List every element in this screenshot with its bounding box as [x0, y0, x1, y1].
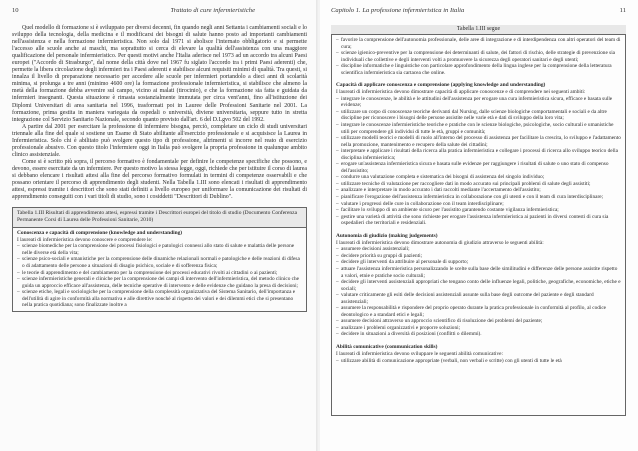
list-item: – erogare un'assistenza infermieristica sicura e basata sulle evidenze per raggiungere i risultati di salute o uno stato di compenso dell'assistito;: [336, 161, 621, 174]
list-item: – scienze psico-sociali e umanistiche per la comprensione delle dinamiche relazionali normali e patologiche e delle reazioni di difesa o di adattamento delle persone a situazioni di disagio psichico, sociale e di sofferenza fisica;: [17, 256, 302, 269]
section-heading-applying: Capacità di applicare conoscenza e comprensione (applying knowledge and understanding): [336, 82, 546, 89]
list-item: – assumere decisioni attraverso un approccio scientifico di risoluzione dei problemi del paziente;: [336, 318, 621, 325]
left-running-title: Trattato di cure infermieristiche: [170, 7, 255, 14]
section-intro-communication: I laureati di infermieristica devono sviluppare le seguenti abilità comunicative:: [336, 350, 503, 357]
list-item: – scienze igienico-preventive per la comprensione dei determinanti di salute, dei fattori di rischio, delle strategie di prevenzione sia individuali che collettive e degli interventi volti a promuovere la sicurezza degli operatori sanitari e degli utenti;: [336, 50, 621, 63]
table-intro-items: [332, 35, 625, 78]
paragraph-1: Quel modello di formazione si è sviluppato per diversi decenni, fin quando negli anni Settanta i cambiamenti sociali e lo sviluppo della tecnologia, della medicina e il modificarsi dei bisogni di salute hanno posto ad importanti cambiamenti nell'assistenza e nella formazione infermieristica. Non solo dal 1971 si abolisce l'internato obbligatorio e si permette l'accesso alle scuole anche ai maschi, ma soprattutto si cerca di elevare la qualità dell'assistenza con una maggiore qualificazione del personale infermieristico. Per questi motivi anche l'Italia aderisce nel 1973 ad un accordo tra alcuni Paesi europei ("Accordo di Strasburgo", dal nome della città dove nel 1967 fu siglato l'accordo tra i primi Paesi aderenti) che, permette la libera circolazione degli infermieri tra i Paesi aderenti e stabilisce alcuni requisiti minimi di qualità. Tra questi, si innalza il livello di preparazione necessario per accedere alle scuole per infermieri portandolo a dieci anni di scolarità minima, si prolunga a tre anni (minimo 4600 ore) la formazione professionale infermieristica, si stabilisce che almeno la metà della formazione debba avvenire sul campo, vicino ai malati (tirocinio), e che la formazione sia fatta e guidata da infermieri insegnanti. Questa situazione è rimasta sostanzialmente immutata per circa vent'anni, fino all'istituzione dei Diplomi Universitari di area sanitaria nel 1996, trasformati poi in Lauree delle Professioni Sanitarie nel 2001. La formazione, prima gestita in maniera variegata da ospedali o università, diviene universitaria, seppure tutto in stretta integrazione col Servizio Sanitario Nazionale, secondo quanto previsto dall'art. 6 del D.Lgvo 502 del 1992.: [12, 25, 307, 123]
left-page: [0, 0, 318, 451]
list-item: – analizzare i problemi organizzativi e proporre soluzioni;: [336, 325, 621, 332]
paragraph-3: Come si è scritto più sopra, il percorso formativo è fondamentale per definire le competenze specifiche che possono, e devono, essere esercitate da un infermiere. Per questo motivo la stessa legge, oggi, richiede che per istituire il corso di laurea si debbano elencare i risultati attesi alla fine del percorso formativo formulati in termini di competenze osservabili e che possano orientare il percorso di apprendimento degli studenti. Nella Tabella 1.III sono elencati i risultati di apprendimento attesi, espressi tramite i descrittori che sono stati definiti a livello europeo per uniformare la comunicazione dei risultati di apprendimento conseguiti con i vari titoli di studio, sono i cosiddetti "Descrittori di Dublino".: [12, 158, 307, 201]
list-item: – decidere gli interventi da attribuire al personale di supporto;: [336, 259, 621, 266]
list-item: – assumere decisioni assistenziali;: [336, 246, 621, 253]
left-running-header: [12, 6, 307, 15]
table-caption: Tabella 1.III Risultati di apprendimento attesi, espressi tramite i Descrittori europei del titolo di studio (Documento Conferenza Permanente Corsi di Laurea delle Professioni Sanitarie, 2010): [13, 208, 306, 228]
list-item: – utilizzare abilità di comunicazione appropriate (verbali, non verbali e scritte) con gli utenti di tutte le età: [336, 358, 621, 365]
list-item: – facilitare lo sviluppo di un ambiente sicuro per l'assistito garantendo costante vigilanza infermieristica;: [336, 207, 621, 214]
section-items-applying: [332, 96, 625, 229]
list-item: – utilizzare tecniche di valutazione per raccogliere dati in modo accurato sui principali problemi di salute degli assistiti;: [336, 181, 621, 188]
section-heading-judgements: Autonomia di giudizio (making judgements): [336, 232, 438, 239]
right-page-number: 11: [619, 7, 626, 14]
list-item: – gestire una varietà di attività che sono richieste per erogare l'assistenza infermieristica ai pazienti in diversi contesti di cura sia ospedalieri che territoriali e residenziali.: [336, 214, 621, 227]
section-intro-judgements: I laureati di infermieristica devono dimostrare autonomia di giudizio attraverso le seguenti abilità:: [336, 239, 544, 246]
right-running-header: [331, 6, 626, 15]
list-item: – favorire la comprensione dell'autonomia professionale, delle aree di integrazione e di interdipendenza con altri operatori del team di cura;: [336, 37, 621, 50]
section-items-judgements: [332, 246, 625, 340]
list-item: – scienze infermieristiche generali e cliniche per la comprensione dei campi di intervento dell'infermieristica, del metodo clinico che guida un approccio efficace all'assistenza, delle tecniche operative di intervento e delle evidenze che guidano la presa di decisioni;: [17, 276, 302, 289]
table-items: [13, 243, 306, 310]
table-intro: I laureati di infermieristica devono conoscere e comprendere le:: [17, 236, 153, 243]
list-item: – discipline informatiche e linguistiche con particolare approfondimento della lingua inglese per la comprensione della letteratura scientifica infermieristica sia cartacea che online.: [336, 63, 621, 76]
list-item: – assumere la responsabilità e rispondere del proprio operato durante la pratica professionale in conformità al profilo, al codice deontologico e a standard etici e legali;: [336, 305, 621, 318]
list-item: – condurre una valutazione completa e sistematica dei bisogni di assistenza del singolo individuo;: [336, 174, 621, 181]
list-item: – utilizzare modelli teorici e modelli di ruolo all'interno del processo di assistenza per facilitare la crescita, lo sviluppo e l'adattamento nella promozione, mantenimento e recupero della salute dei cittadini;: [336, 135, 621, 148]
right-running-title: Capitolo 1. La professione infermieristica in Italia: [331, 7, 465, 14]
list-item: – scienze etiche, legali e sociologiche per la comprensione della complessità organizzativa del Sistema Sanitario, dell'importanza e dell'utilità di agire in conformità alla normativa e alle direttive nonché al rispetto dei valori e dei dilemmi etici che si presentano nella pratica quotidiana; sono finalizzate inoltre a: [17, 289, 302, 309]
list-item: – interpretare e applicare i risultati della ricerca alla pratica infermieristica e collegare i processi di ricerca allo sviluppo teorico della disciplina infermieristica;: [336, 148, 621, 161]
list-item: – analizzare e interpretare in modo accurato i dati raccolti mediante l'accertamento dell'assistito;: [336, 187, 621, 194]
list-item: – pianificare l'erogazione dell'assistenza infermieristica in collaborazione con gli utenti e con il team di cura interdisciplinare;: [336, 194, 621, 201]
list-item: – scienze biomediche per la comprensione dei processi fisiologici e patologici connessi allo stato di salute e malattia delle persone nelle diverse età della vita;: [17, 243, 302, 256]
list-item: – valutare i progressi delle cure in collaborazione con il team interdisciplinare;: [336, 201, 621, 208]
list-item: – decidere priorità su gruppi di pazienti;: [336, 253, 621, 260]
paragraph-2: A partire dal 2001 per esercitare la professione di infermiere bisogna, perciò, completare un ciclo di studi universitari triennale alla fine del quale si sostiene un Esame di Stato abilitante all'esercizio professionale e si acquisisce la Laurea in Infermieristica. Solo chi è abilitato può svolgere questo tipo di professione, altrimenti si incorre nel reato di esercizio professionale abusivo. Con questo titolo l'infermiere oggi in Italia può svolgere la propria professione in qualunque ambito clinico assistenziale.: [12, 123, 307, 158]
table-1-iii: [12, 207, 307, 312]
right-page: [320, 0, 638, 451]
list-item: – attuare l'assistenza infermieristica personalizzando le scelte sulla base delle similitudini e differenze delle persone assistite rispetto a valori, etnie e pratiche socio culturali;: [336, 266, 621, 279]
list-item: – le teorie di apprendimento e del cambiamento per la comprensione dei processi educativi rivolti ai cittadini o ai pazienti;: [17, 270, 302, 277]
list-item: – integrare le conoscenze, le abilità e le attitudini dell'assistenza per erogare una cura infermieristica sicura, efficace e basata sulle evidenze;: [336, 96, 621, 109]
left-page-number: 10: [12, 7, 19, 14]
list-item: – valutare criticamente gli esiti delle decisioni assistenziali assunte sulla base degli outcome del paziente e degli standard assistenziali;: [336, 292, 621, 305]
list-item: – decidere gli interventi assistenziali appropriati che tengano conto delle influenze legali, politiche, geografiche, economiche, etiche e sociali;: [336, 279, 621, 292]
table-1-iii-continued: [331, 35, 626, 416]
section-intro-applying: I laureati di infermieristica devono dimostrare capacità di applicare conoscenze e di comprendere nei seguenti ambiti:: [336, 89, 586, 96]
list-item: – integrare le conoscenze infermieristiche teoriche e pratiche con le scienze biologiche, psicologiche, socio culturali e umanistiche utili per comprendere gli individui di tutte le età, gruppi e comunità;: [336, 122, 621, 135]
list-item: – decidere in situazioni a diversità di posizioni (conflitti o dilemmi).: [336, 331, 621, 338]
table-subheading: Conoscenza e capacità di comprensione (knowledge and understanding): [17, 229, 183, 236]
table-continued-label: Tabella 1.III segue: [331, 25, 626, 35]
list-item: – utilizzare un corpo di conoscenze teoriche derivanti dal Nursing, dalle scienze biologiche comportamentali e sociali e da altre discipline per riconoscere i bisogni delle persone assistite nelle varie età e dati di sviluppo della loro vita;: [336, 109, 621, 122]
section-items-communication: [332, 358, 625, 367]
section-heading-communication: Abilità comunicative (communication skills): [336, 343, 438, 350]
